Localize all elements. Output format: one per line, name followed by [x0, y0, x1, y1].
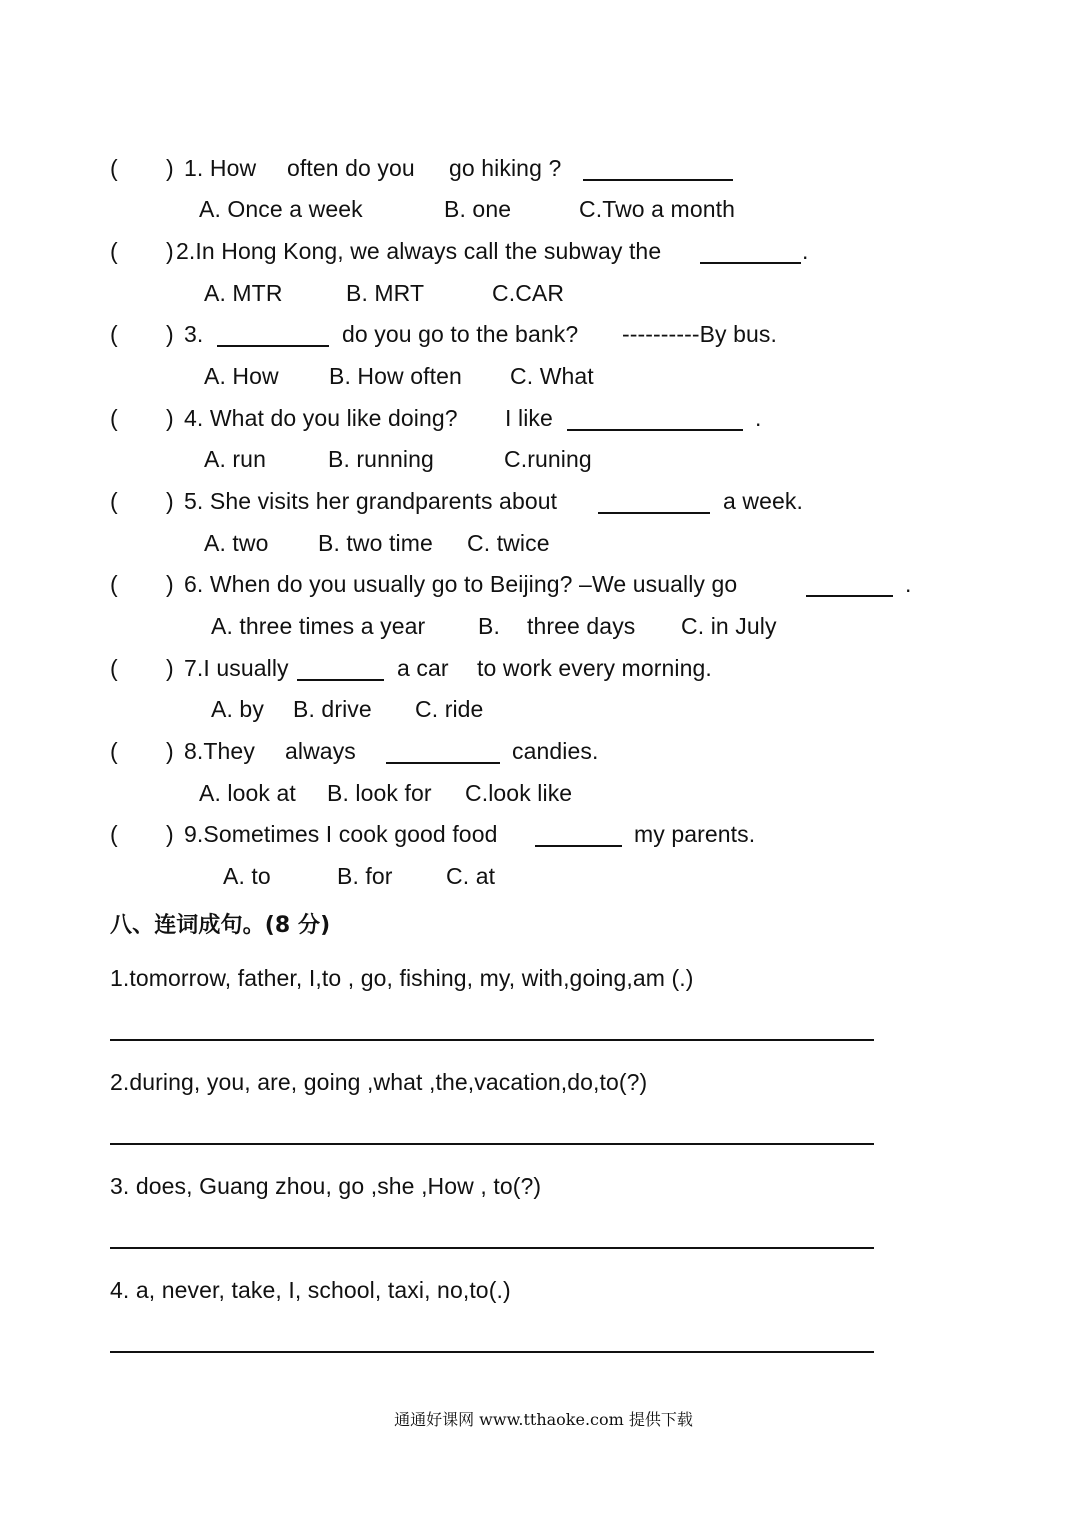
answer-line[interactable] [110, 1247, 874, 1249]
option-c: C.runing [504, 446, 592, 472]
question-text: 9.Sometimes I cook good food [184, 821, 498, 847]
question-text: always [285, 738, 356, 764]
question-text: 3. [184, 321, 204, 347]
answer-paren-close: ) [166, 405, 174, 431]
question-text: 4. What do you like doing? [184, 405, 458, 431]
option-a: A. How [204, 363, 279, 389]
question-text: 6. When do you usually go to Beijing? –We usually go [184, 571, 738, 597]
option-a: A. Once a week [199, 196, 363, 222]
option-c: C. ride [415, 696, 484, 722]
answer-paren-open: ( [110, 321, 118, 347]
footer-text: 通通好课网 www.tthaoke.com 提供下载 [394, 1410, 693, 1429]
option-c: C. in July [681, 613, 777, 639]
answer-paren-close: ) [166, 238, 174, 264]
option-b: B. two time [318, 530, 433, 556]
question-text: 7.I usually [184, 655, 289, 681]
answer-paren-close: ) [166, 155, 174, 181]
question-text: go hiking ? [449, 155, 562, 181]
reorder-words: 2.during, you, are, going ,what ,the,vacation,do,to(?) [110, 1069, 648, 1095]
answer-paren-open: ( [110, 488, 118, 514]
option-a: A. three times a year [211, 613, 426, 639]
answer-paren-close: ) [166, 821, 174, 847]
question-text: my parents. [634, 821, 756, 847]
answer-blank[interactable] [598, 512, 710, 514]
question-text: a week. [723, 488, 803, 514]
option-b: B. look for [327, 780, 432, 806]
answer-blank[interactable] [535, 845, 622, 847]
answer-blank[interactable] [583, 179, 733, 181]
question-text: . [905, 571, 912, 597]
reorder-words: 3. does, Guang zhou, go ,she ,How , to(?) [110, 1173, 542, 1199]
option-a: A. to [223, 863, 271, 889]
option-b: B. for [337, 863, 393, 889]
option-a: A. MTR [204, 280, 283, 306]
question-text: . [802, 238, 809, 264]
answer-paren-open: ( [110, 821, 118, 847]
question-text: to work every morning. [477, 655, 712, 681]
answer-paren-close: ) [166, 321, 174, 347]
option-c: C. twice [467, 530, 550, 556]
option-c: C. at [446, 863, 496, 889]
question-text: I like [505, 405, 553, 431]
answer-paren-close: ) [166, 738, 174, 764]
question-text: . [755, 405, 762, 431]
answer-blank[interactable] [567, 429, 743, 431]
question-text: often do you [287, 155, 415, 181]
answer-paren-close: ) [166, 571, 174, 597]
option-b: B. one [444, 196, 512, 222]
option-b: B. MRT [346, 280, 425, 306]
answer-blank[interactable] [806, 595, 893, 597]
option-a: A. look at [199, 780, 296, 806]
answer-paren-open: ( [110, 155, 118, 181]
answer-line[interactable] [110, 1351, 874, 1353]
option-c: C.look like [465, 780, 573, 806]
answer-paren-close: ) [166, 655, 174, 681]
option-b-text: three days [527, 613, 636, 639]
answer-blank[interactable] [386, 762, 500, 764]
option-c: C. What [510, 363, 594, 389]
option-a: A. by [211, 696, 264, 722]
answer-paren-open: ( [110, 655, 118, 681]
question-text: 5. She visits her grandparents about [184, 488, 558, 514]
question-text: candies. [512, 738, 599, 764]
answer-line[interactable] [110, 1039, 874, 1041]
answer-paren-open: ( [110, 238, 118, 264]
section-title: 八、连词成句。(8 分) [110, 913, 331, 938]
answer-blank[interactable] [700, 262, 801, 264]
option-b: B. [478, 613, 500, 639]
option-c: C.Two a month [579, 196, 735, 222]
answer-paren-open: ( [110, 405, 118, 431]
reorder-words: 1.tomorrow, father, I,to , go, fishing, my, with,going,am (.) [110, 965, 694, 991]
reorder-words: 4. a, never, take, I, school, taxi, no,to(.) [110, 1277, 511, 1303]
answer-paren-open: ( [110, 738, 118, 764]
option-b: B. running [328, 446, 434, 472]
question-text: 1. How [184, 155, 257, 181]
question-text: 8.They [184, 738, 255, 764]
option-b: B. drive [293, 696, 372, 722]
option-b: B. How often [329, 363, 462, 389]
question-text: a car [397, 655, 449, 681]
question-text: do you go to the bank? [342, 321, 579, 347]
answer-paren-close: ) [166, 488, 174, 514]
answer-paren-open: ( [110, 571, 118, 597]
option-a: A. two [204, 530, 269, 556]
question-text: 2.In Hong Kong, we always call the subway the [176, 238, 662, 264]
answer-blank[interactable] [297, 679, 384, 681]
answer-blank[interactable] [217, 345, 329, 347]
option-c: C.CAR [492, 280, 565, 306]
option-a: A. run [204, 446, 266, 472]
answer-line[interactable] [110, 1143, 874, 1145]
question-text: ----------By bus. [622, 321, 777, 347]
